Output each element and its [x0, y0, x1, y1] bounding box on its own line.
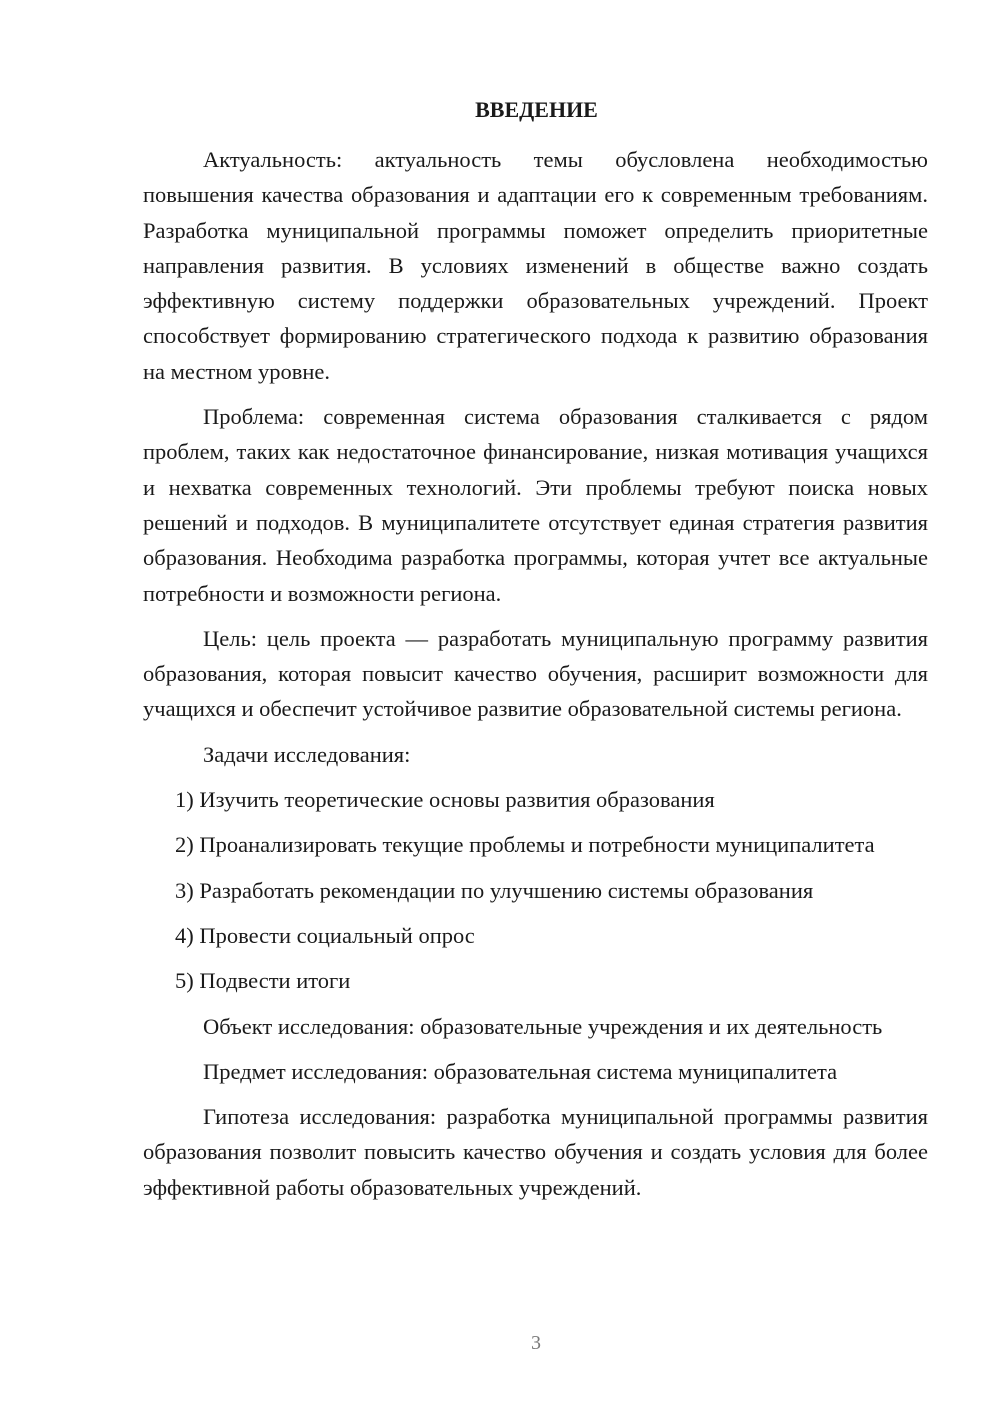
- page-content: [143, 92, 928, 1205]
- task-item-3: 3) Разработать рекомендации по улучшению системы образования: [175, 877, 814, 903]
- paragraph-relevance: Актуальность: актуальность темы обусловлена необходимостью повышения качества образования и адаптации его к современным требованиям. Разработка муниципальной программы поможет определить приоритетные направления развития. В условиях изменений в обществе важно создать эффективную систему поддержки образовательных учреждений. Проект способствует формированию стратегического подхода к развитию образования на местном уровне.: [143, 147, 928, 384]
- paragraph-subject: Предмет исследования: образовательная система муниципалитета: [203, 1058, 838, 1084]
- page-number: 3: [531, 1332, 541, 1354]
- paragraph-tasks-heading: Задачи исследования:: [203, 741, 411, 767]
- task-item-4: 4) Провести социальный опрос: [175, 922, 475, 948]
- paragraph-goal: Цель: цель проекта — разработать муниципальную программу развития образования, которая повысит качество обучения, расширит возможности для учащихся и обеспечит устойчивое развитие образовательной системы региона.: [143, 625, 928, 722]
- page-title: ВВЕДЕНИЕ: [475, 97, 598, 122]
- task-item-5: 5) Подвести итоги: [175, 968, 351, 994]
- paragraph-hypothesis: Гипотеза исследования: разработка муниципальной программы развития образования позволит повысить качество обучения и создать условия для более эффективной работы образовательных учреждений.: [143, 1104, 928, 1200]
- paragraph-object: Объект исследования: образовательные учреждения и их деятельность: [203, 1013, 883, 1039]
- task-item-2: 2) Проанализировать текущие проблемы и потребности муниципалитета: [175, 832, 875, 858]
- paragraph-problem: Проблема: современная система образования сталкивается с рядом проблем, таких как недостаточное финансирование, низкая мотивация учащихся и нехватка современных технологий. Эти проблемы требуют поиска новых решений и подходов. В муниципалитете отсутствует единая стратегия развития образования. Необходима разработка программы, которая учтет все актуальные потребности и возможности региона.: [143, 404, 928, 606]
- task-item-1: 1) Изучить теоретические основы развития образования: [175, 787, 715, 813]
